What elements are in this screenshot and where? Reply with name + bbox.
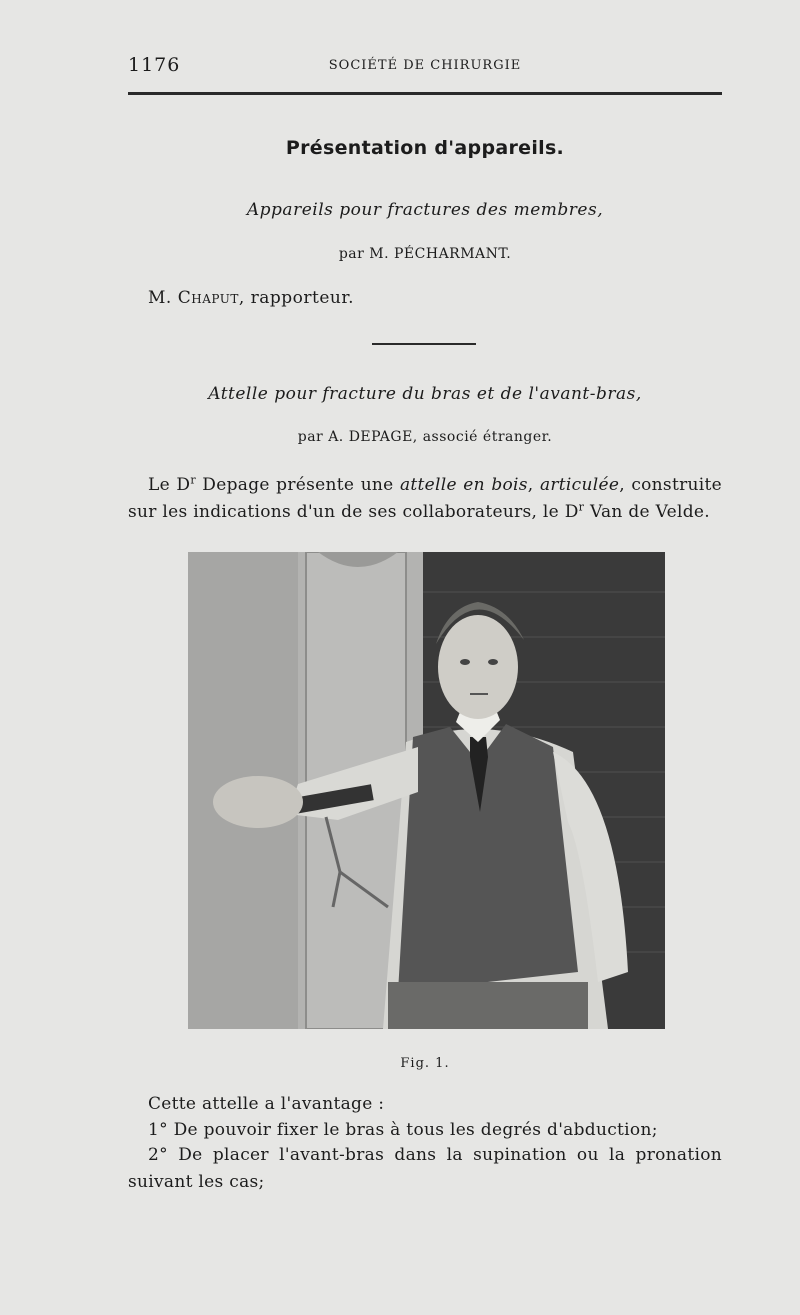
intro-superscript-1: r xyxy=(190,473,196,487)
intro-superscript-2: r xyxy=(578,500,585,514)
section-separator xyxy=(372,343,476,345)
intro-text-3: , xyxy=(527,475,540,495)
running-head xyxy=(128,54,722,76)
advantage-text: De pouvoir fixer le bras à tous les degrés d'abduction; xyxy=(167,1120,658,1140)
intro-text-1: Le D xyxy=(148,475,191,495)
section-heading: Présentation d'appareils. xyxy=(285,137,565,159)
running-title: SOCIÉTÉ DE CHIRURGIE xyxy=(328,58,522,73)
intro-text-5: Van de Velde. xyxy=(584,502,710,522)
rapporteur-prefix: M. xyxy=(148,288,178,308)
advantage-marker: 1° xyxy=(148,1120,168,1140)
advantage-marker: 2° xyxy=(148,1145,168,1165)
intro-emphasis-2: articulée xyxy=(539,475,620,495)
page-number: 1176 xyxy=(128,54,181,76)
figure-photograph xyxy=(188,552,665,1029)
advantage-text: De placer l'avant-bras dans la supination ou la pronation suivant les cas; xyxy=(128,1145,722,1192)
advantage-item xyxy=(128,1117,722,1144)
byline-depage: par A. DEPAGE, associé étranger. xyxy=(297,429,553,445)
intro-paragraph xyxy=(128,472,722,526)
rapporteur-line xyxy=(148,288,354,308)
item-title-depage: Attelle pour fracture du bras et de l'avant-bras, xyxy=(208,384,642,404)
advantage-item xyxy=(128,1142,722,1196)
intro-text-2: Depage présente une xyxy=(195,475,400,495)
advantages-intro: Cette attelle a l'avantage : xyxy=(148,1094,385,1114)
intro-emphasis-1: attelle en bois xyxy=(399,475,528,495)
item-title-pecharmant: Appareils pour fractures des membres, xyxy=(246,200,604,220)
rapporteur-suffix: , rapporteur. xyxy=(238,288,355,308)
byline-pecharmant: par M. PÉCHARMANT. xyxy=(338,246,512,262)
figure-caption: Fig. 1. xyxy=(400,1056,450,1071)
photo-illustration xyxy=(188,552,665,1029)
header-rule xyxy=(128,92,722,95)
intro-text-4: , construite sur les indications d'un de ses collaborateurs, le D xyxy=(128,475,722,522)
rapporteur-name: Chaput xyxy=(177,288,239,308)
